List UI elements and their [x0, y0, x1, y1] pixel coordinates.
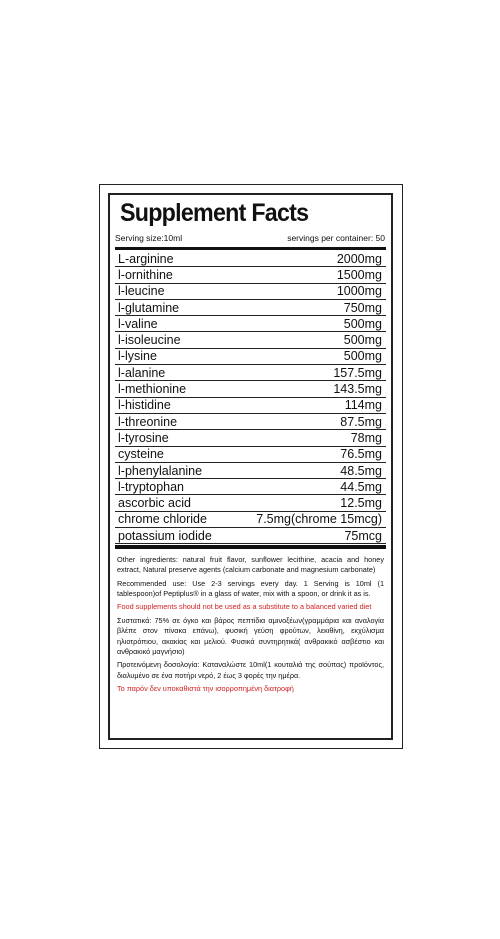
supplement-facts-panel	[108, 193, 393, 740]
recommended-use: Recommended use: Use 2-3 servings every day. 1 Serving is 10ml (1 tablespoon)of Peptiplus® in a glass of water, mix with a spoon, or drink it as is.	[117, 578, 384, 599]
warning-english: Food supplements should not be used as a substitute to a balanced varied diet	[117, 602, 372, 612]
ingredient-amount: 500mg	[343, 316, 382, 331]
table-row	[115, 479, 386, 495]
ingredient-name: l-histidine	[118, 398, 171, 413]
ingredient-amount: 143.5mg	[333, 382, 382, 397]
table-row	[115, 528, 386, 544]
table-row	[115, 447, 386, 463]
table-row	[115, 381, 386, 397]
table-row	[115, 495, 386, 511]
table-row	[115, 414, 386, 430]
table-row	[115, 463, 386, 479]
ingredient-name: chrome chloride	[118, 512, 207, 527]
ingredient-name: cysteine	[118, 447, 164, 462]
serving-info	[115, 233, 385, 247]
serving-size: Serving size:10ml	[115, 233, 183, 243]
ingredient-name: l-tryptophan	[118, 479, 185, 494]
ingredient-name: l-lysine	[118, 349, 157, 364]
ingredient-amount: 500mg	[343, 349, 382, 364]
ingredients-greek: Συστατικά: 75% σε όγκο και βάρος πεπτίδια αμινοξέων(γραμμάρια και αναλογία βλέπε στον πίνακα επάνω), φυσική γεύση φρούτων, λεκιθίνη, εκχύλισμα ηλιοτρόπιου, ακακίας και μελιού. Φυσικά συντηρητικά( ανθρακικό ασβέστιο και ανθρακικό μαγνήσιο)	[117, 615, 384, 656]
header-rule	[115, 247, 386, 250]
ingredient-amount: 1000mg	[336, 284, 382, 299]
table-row	[115, 430, 386, 446]
ingredient-amount: 48.5mg	[340, 463, 382, 478]
ingredient-name: l-alanine	[118, 365, 166, 380]
ingredient-amount: 114mg	[344, 398, 382, 413]
table-row	[115, 365, 386, 381]
ingredient-amount: 157.5mg	[333, 365, 382, 380]
footer-rule	[115, 545, 386, 549]
table-row	[115, 267, 386, 283]
ingredient-name: l-methionine	[118, 382, 187, 397]
table-row	[115, 349, 386, 365]
ingredient-amount: 2000mg	[336, 251, 382, 266]
ingredient-name: l-glutamine	[118, 300, 180, 315]
ingredient-name: l-leucine	[118, 284, 165, 299]
ingredient-name: potassium iodide	[118, 528, 212, 543]
table-row	[115, 398, 386, 414]
ingredient-name: l-tyrosine	[118, 430, 169, 445]
table-row	[115, 300, 386, 316]
ingredient-name: l-isoleucine	[118, 333, 181, 348]
ingredient-table	[115, 251, 386, 544]
dosage-greek: Προτεινόμενη δοσολογία: Καταναλώστε 10ml(1 κουταλιά της σούπας) προϊόντος, διαλυμένο σε ένα ποτήρι νερό, 2 έως 3 φορές την ημέρα.	[117, 660, 384, 680]
ingredient-amount: 44.5mg	[340, 479, 382, 494]
table-row	[115, 512, 386, 528]
ingredient-name: l-valine	[118, 316, 158, 331]
other-ingredients: Other ingredients: natural fruit flavor, sunflower lecithine, acacia and honey extract, Natural preserve agents (calcium carbonate and magnesium carbonate)	[117, 555, 384, 575]
ingredient-amount: 12.5mg	[340, 496, 382, 511]
ingredient-amount: 87.5mg	[340, 414, 382, 429]
ingredient-name: ascorbic acid	[118, 496, 191, 511]
notes-section	[117, 555, 384, 697]
ingredient-amount: 78mg	[350, 430, 382, 445]
warning-greek: Το παρόν δεν υποκαθιστά την ισορροπημένη διατροφή	[117, 683, 294, 693]
ingredient-amount: 7.5mg(chrome 15mcg)	[256, 512, 382, 527]
table-row	[115, 284, 386, 300]
panel-title: Supplement Facts	[120, 199, 309, 227]
table-row	[115, 251, 386, 267]
ingredient-name: l-threonine	[118, 414, 178, 429]
ingredient-name: l-ornithine	[118, 267, 173, 282]
ingredient-amount: 75mcg	[344, 528, 382, 543]
ingredient-name: L-arginine	[118, 251, 174, 266]
ingredient-name: l-phenylalanine	[118, 463, 203, 478]
ingredient-amount: 500mg	[343, 333, 382, 348]
ingredient-amount: 750mg	[343, 300, 382, 315]
servings-per-container: servings per container: 50	[287, 233, 385, 243]
ingredient-amount: 1500mg	[336, 267, 382, 282]
ingredient-amount: 76.5mg	[340, 447, 382, 462]
table-row	[115, 316, 386, 332]
table-row	[115, 332, 386, 348]
